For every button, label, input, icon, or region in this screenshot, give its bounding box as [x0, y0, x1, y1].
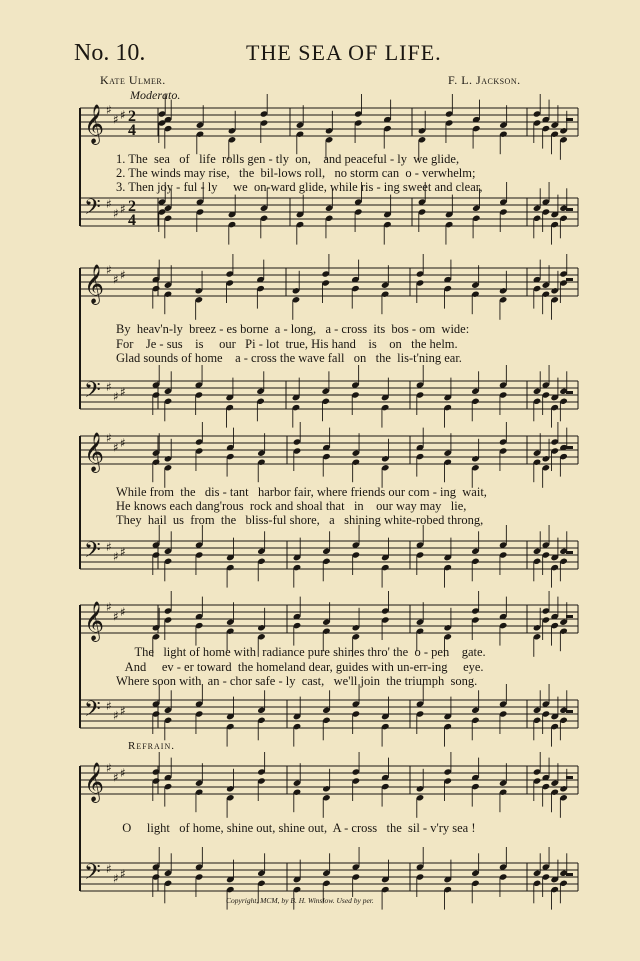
sharp-icon: ♯	[106, 197, 112, 211]
bass-clef-icon: 𝄢	[84, 860, 101, 890]
sharp-icon: ♯	[120, 436, 126, 450]
sharp-icon: ♯	[120, 385, 126, 399]
sharp-icon: ♯	[120, 108, 126, 122]
rest-icon	[566, 278, 573, 281]
sharp-icon: ♯	[120, 867, 126, 881]
lyric-line: While from the dis - tant harbor fair, where friends our com - ing wait,	[116, 485, 487, 499]
lyric-line: O light of home, shine out, shine out, A - cross the sil - v'ry sea !	[116, 821, 476, 835]
sharp-icon: ♯	[120, 202, 126, 216]
rest-icon	[566, 615, 573, 618]
sharp-icon: ♯	[113, 389, 119, 404]
sharp-icon: ♯	[106, 431, 112, 445]
sharp-icon: ♯	[113, 272, 119, 287]
time-signature: 2	[128, 108, 136, 125]
refrain-label: Refrain.	[128, 740, 175, 752]
sharp-icon: ♯	[106, 103, 112, 117]
sharp-icon: ♯	[106, 380, 112, 394]
hymn-title: THE SEA OF LIFE.	[246, 40, 442, 65]
sharp-icon: ♯	[113, 440, 119, 455]
lyric-line: 2. The winds may rise, the bil-lows roll, no storm can o - verwhelm;	[116, 166, 476, 180]
tempo-marking: Moderato.	[130, 88, 181, 102]
sharp-icon: ♯	[106, 862, 112, 876]
sharp-icon: ♯	[106, 761, 112, 775]
hymn-number: No. 10.	[74, 40, 146, 66]
lyric-line: 1. The sea of life rolls gen - tly on, and peaceful - ly we glide,	[116, 152, 460, 166]
rest-icon	[566, 710, 573, 713]
bass-clef-icon: 𝄢	[84, 697, 101, 727]
sharp-icon: ♯	[113, 708, 119, 723]
sharp-icon: ♯	[113, 549, 119, 564]
bass-clef-icon: 𝄢	[84, 378, 101, 408]
sharp-icon: ♯	[120, 766, 126, 780]
lyric-line: Where soon with an - chor safe - ly cast, we'll join the triumph song.	[116, 674, 478, 688]
lyric-line: By heav'n-ly breez - es borne a - long, a - cross its bos - om wide:	[116, 322, 470, 336]
sharp-icon: ♯	[120, 704, 126, 718]
treble-clef-icon: 𝄞	[84, 104, 105, 144]
rest-icon	[566, 776, 573, 779]
treble-clef-icon: 𝄞	[84, 762, 105, 802]
composer-credit: F. L. Jackson.	[448, 73, 521, 87]
time-signature: 4	[128, 122, 136, 139]
lyric-line: For Je - sus is our Pi - lot true, His hand is on the helm.	[116, 337, 458, 351]
sharp-icon: ♯	[120, 545, 126, 559]
sharp-icon: ♯	[113, 112, 119, 127]
sharp-icon: ♯	[113, 871, 119, 886]
lyric-line: They hail us from the bliss-ful shore, a shining white-robed throng,	[116, 513, 484, 527]
rest-icon	[566, 873, 573, 876]
time-signature: 2	[128, 198, 136, 215]
sharp-icon: ♯	[106, 540, 112, 554]
sharp-icon: ♯	[106, 699, 112, 713]
rest-icon	[566, 391, 573, 394]
sharp-icon: ♯	[113, 770, 119, 785]
copyright-notice: Copyright, MCM, by B. H. Winslow. Used by per.	[226, 896, 374, 905]
sharp-icon: ♯	[113, 609, 119, 624]
sharp-icon: ♯	[106, 263, 112, 277]
rest-icon	[566, 118, 573, 121]
lyric-line: 3. Then joy - ful - ly we on-ward glide, while ris - ing sweet and clear,	[116, 180, 483, 194]
rest-icon	[566, 446, 573, 449]
lyric-line: He knows each dang'rous rock and shoal that in our way may lie,	[116, 499, 467, 513]
lyricist-credit: Kate Ulmer.	[100, 73, 166, 87]
lyric-line: The light of home with radiance pure shines thro' the o - pen gate.	[116, 645, 486, 659]
sharp-icon: ♯	[106, 600, 112, 614]
sharp-icon: ♯	[120, 605, 126, 619]
treble-clef-icon: 𝄞	[84, 264, 105, 304]
sharp-icon: ♯	[113, 206, 119, 221]
treble-clef-icon: 𝄞	[84, 601, 105, 641]
lyric-line: Glad sounds of home a - cross the wave fall on the lis-t'ning ear.	[116, 351, 462, 365]
rest-icon	[566, 208, 573, 211]
lyric-line: And ev - er toward the homeland dear, guides with un-err-ing eye.	[116, 660, 484, 674]
rest-icon	[566, 551, 573, 554]
sharp-icon: ♯	[120, 268, 126, 282]
time-signature: 4	[128, 212, 136, 229]
bass-clef-icon: 𝄢	[84, 538, 101, 568]
treble-clef-icon: 𝄞	[84, 432, 105, 472]
bass-clef-icon: 𝄢	[84, 195, 101, 225]
